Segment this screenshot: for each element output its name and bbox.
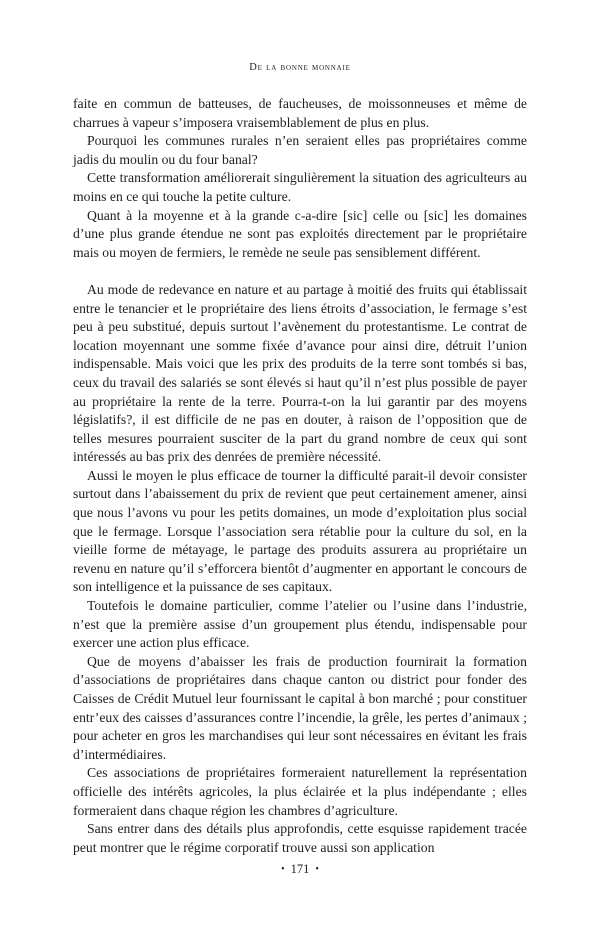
paragraph-6: Aussi le moyen le plus efficace de tourner la difficulté parait-il devoir consister surtout dans l’abaissement du prix de revient que peut certainement amener, ainsi que nous l’avons vu pour les petits domaines, un mode d’exploitation plus social que le fermage. Lorsque l’association sera rétablie pour la culture du sol, en la vieille forme de métayage, le partage des produits assurera au propriétaire un revenu en nature qu’il s’efforcera bientôt d’augmenter en apportant le concours de son intelligence et la puissance de ses capitaux. <box>73 467 527 595</box>
paragraph-2: Pourquoi les communes rurales n’en seraient elles pas propriétaires comme jadis du moulin ou du four banal? <box>73 133 527 167</box>
folio-ornament-right: • <box>315 864 319 875</box>
running-head: De la bonne monnaie <box>249 62 351 73</box>
page-number-value: 171 <box>290 862 310 876</box>
paragraph-8: Que de moyens d’abaisser les frais de production fournirait la formation d’associations de propriétaires dans chaque canton ou district pour fonder des Caisses de Crédit Mutuel leur fournissant le capital à bon marché ; pour constituer entr’eux des caisses d’assurances contre l’incendie, la grêle, les pertes d’animaux ; pour acheter en gros les marchandises qui leur sont nécessaires en évitant les frais d’intermédiaires. <box>73 653 527 762</box>
paragraph-7: Toutefois le domaine particulier, comme l’atelier ou l’usine dans l’industrie, n’est que la première assise d’un groupement plus étendu, indispensable pour exercer une action plus efficace. <box>73 598 527 651</box>
folio-ornament-left: • <box>281 864 285 875</box>
paragraph-1: faite en commun de batteuses, de faucheuses, de moissonneuses et même de charrues à vapeur s’imposera vraisemblablement de plus en plus. <box>73 96 527 130</box>
paragraph-10: Sans entrer dans des détails plus approfondis, cette esquisse rapidement tracée peut montrer que le régime corporatif trouve aussi son application <box>73 821 527 855</box>
body-text <box>73 95 527 857</box>
paragraph-4: Quant à la moyenne et à la grande c-a-dire [sic] celle ou [sic] les domaines d’une plus grande étendue ne sont pas exploités directement par le propriétaire mais ou moyen de fermiers, le remède ne seule pas sensiblement différent. <box>73 207 527 260</box>
paragraph-5: Au mode de redevance en nature et au partage à moitié des fruits qui établissait entre le tenancier et le propriétaire des liens étroits d’association, le fermage s’est peu à peu substitué, depuis surtout l’avènement du protestantisme. Le contrat de location moyennant une somme fixée d’avance pour ainsi dire, détruit l’union indispensable. Mais voici que les prix des produits de la terre sont tombés si bas, ceux du travail des salariés se sont élevés si haut qu’il n’est plus possible de payer au propriétaire la rente de la terre. Pourra-t-on la lui garantir par des moyens législatifs?, il est difficile de ne pas en douter, à raison de l’opposition que de telles mesures pourraient susciter de la part du grand nombre de ceux qui sont intéressés au bas prix des denrées de première nécessité. <box>73 281 527 465</box>
paragraph-9: Ces associations de propriétaires formeraient naturellement la représentation officielle des intérêts agricoles, la plus éclairée et la plus indépendante ; elles formeraient dans chaque région les chambres d’agriculture. <box>73 765 527 818</box>
page-number <box>0 862 600 877</box>
paragraph-3: Cette transformation améliorerait singulièrement la situation des agriculteurs au moins en ce qui touche la petite culture. <box>73 170 527 204</box>
